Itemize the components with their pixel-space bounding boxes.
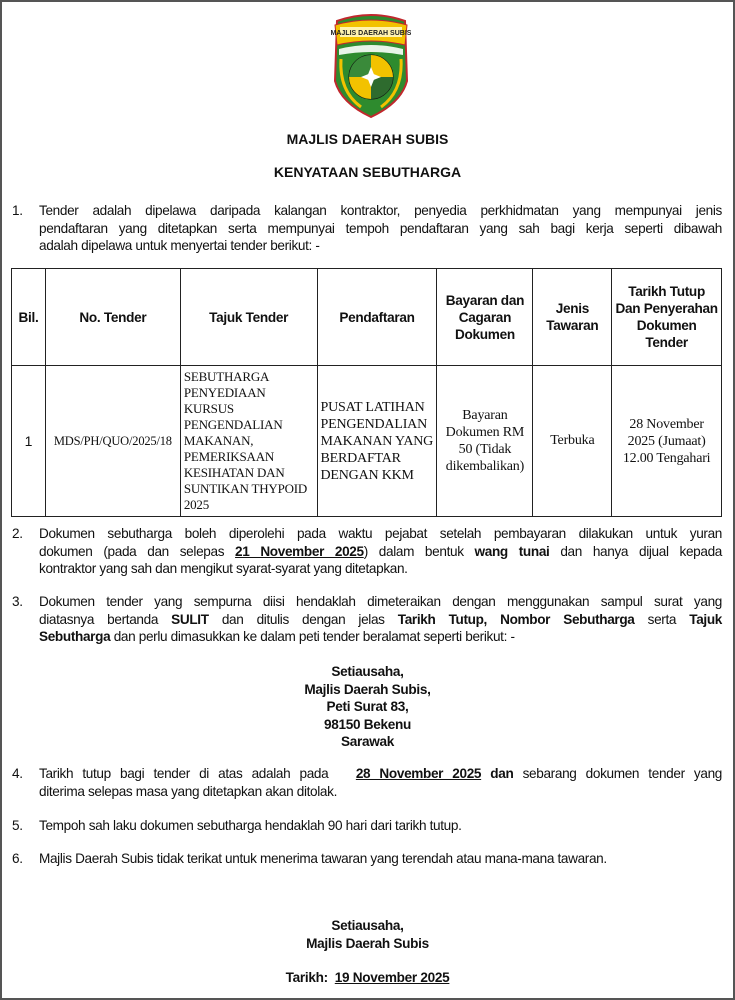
text-segment: Dokumen tender yang sempurna diisi hendaklah dimeteraikan dengan menggunakan sampul surat yang — [39, 594, 722, 609]
paragraph-number: 1. — [12, 203, 23, 218]
signature-block — [0, 917, 735, 987]
paragraph-line — [39, 593, 722, 611]
paragraph-5 — [12, 817, 722, 835]
paragraph-line — [39, 543, 722, 561]
signature-org: Majlis Daerah Subis — [306, 935, 429, 951]
text-segment: dan hanya dijual kepada — [549, 543, 723, 559]
document-title: KENYATAAN SEBUTHARGA — [273, 164, 462, 180]
cell-tajuk-tender: SEBUTHARGA PENYEDIAAN KURSUS PENGENDALIAN MAKANAN, PEMERIKSAAN KESIHATAN DAN SUNTIKAN THYPOID 2025 — [180, 366, 317, 517]
paragraph-number: 6. — [12, 851, 23, 866]
paragraph-line: adalah dipelawa untuk menyertai tender berikut: - — [39, 238, 320, 253]
text-segment: Tarikh tutup bagi tender di atas adalah pada — [39, 766, 356, 781]
cell-bayaran: Bayaran Dokumen RM 50 (Tidak dikembalikan) — [437, 366, 533, 517]
paragraph-number: 4. — [12, 766, 23, 781]
org-heading: MAJLIS DAERAH SUBIS — [286, 131, 449, 147]
cell-no-tender: MDS/PH/QUO/2025/18 — [45, 366, 180, 517]
text-segment: Majlis Daerah Subis tidak terikat untuk menerima tawaran yang terendah atau mana-mana tawaran. — [39, 851, 607, 866]
paragraph-line — [39, 611, 722, 629]
address-block — [0, 663, 735, 751]
header-pendaftaran: Pendaftaran — [317, 269, 437, 366]
text-segment: sebarang dokumen tender yang — [513, 766, 723, 781]
svg-text:MAJLIS DAERAH SUBIS: MAJLIS DAERAH SUBIS — [331, 30, 411, 37]
text-segment: kontraktor yang sah dan mengikut syarat-syarat yang ditetapkan. — [39, 561, 408, 576]
cell-tarikh-tutup: 28 November 2025 (Jumaat) 12.00 Tengahari — [612, 366, 722, 517]
emphasis-text: 28 November 2025 — [355, 766, 482, 781]
tender-table — [11, 268, 722, 517]
text-segment: dan perlu dimasukkan ke dalam peti tender beralamat seperti berikut: - — [110, 629, 515, 644]
paragraph-number: 3. — [12, 594, 23, 609]
paragraph-3 — [12, 593, 722, 646]
emphasis-text: dan — [481, 766, 514, 781]
address-line: Peti Surat 83, — [326, 699, 409, 714]
paragraph-line: Tender adalah dipelawa daripada kalangan kontraktor, penyedia perkhidmatan yang mempunyai jenis — [39, 203, 722, 218]
table-header-row — [12, 269, 722, 366]
table-row — [12, 366, 722, 517]
paragraph-line — [39, 525, 722, 543]
text-segment: dokumen (pada dan selepas — [39, 543, 236, 559]
paragraph-line: pendaftaran yang ditetapkan serta mempunyai tempoh pendaftaran yang sah bagi kerja seperti dibawah — [39, 220, 722, 236]
text-segment: Tempoh sah laku dokumen sebutharga hendaklah 90 hari dari tarikh tutup. — [39, 818, 462, 833]
paragraph-6 — [12, 850, 722, 868]
text-segment: Dokumen sebutharga boleh diperolehi pada waktu pejabat setelah pembayaran dilakukan untuk yuran — [39, 526, 722, 541]
emphasis-text: wang tunai — [474, 543, 550, 559]
text-segment: diterima selepas masa yang ditetapkan akan ditolak. — [39, 783, 338, 799]
paragraph-line — [39, 850, 722, 868]
cell-pendaftaran: PUSAT LATIHAN PENGENDALIAN MAKANAN YANG BERDAFTAR DENGAN KKM — [317, 366, 437, 517]
date-value: 19 November 2025 — [334, 970, 450, 985]
header-no-tender: No. Tender — [45, 269, 180, 366]
cell-bil: 1 — [12, 366, 46, 517]
header-bayaran: Bayaran dan Cagaran Dokumen — [437, 269, 533, 366]
address-line: Majlis Daerah Subis, — [304, 681, 431, 697]
text-segment: ) dalam bentuk — [363, 543, 475, 559]
signature-date — [0, 969, 735, 987]
paragraph-number: 2. — [12, 526, 23, 541]
emphasis-text: Tarikh Tutup, Nombor Sebutharga — [397, 611, 635, 627]
signature-title: Setiausaha, — [331, 918, 404, 933]
majlis-logo — [331, 11, 411, 124]
paragraph-line — [39, 765, 722, 783]
address-line: Sarawak — [340, 734, 395, 749]
emphasis-text: 21 November 2025 — [235, 543, 364, 559]
header-bil: Bil. — [12, 269, 46, 366]
paragraph-line — [39, 628, 722, 646]
text-segment: dan ditulis dengan jelas — [208, 611, 398, 627]
paragraph-1 — [12, 202, 722, 255]
paragraph-4 — [12, 765, 722, 800]
text-segment: serta — [634, 611, 690, 627]
cell-jenis-tawaran: Terbuka — [533, 366, 612, 517]
address-line: Setiausaha, — [331, 664, 404, 679]
paragraph-2 — [12, 525, 722, 578]
date-label: Tarikh: — [285, 970, 328, 985]
header-jenis-tawaran: Jenis Tawaran — [533, 269, 612, 366]
address-line: 98150 Bekenu — [323, 716, 412, 732]
header-tarikh-tutup: Tarikh Tutup Dan Penyerahan Dokumen Tender — [612, 269, 722, 366]
emphasis-text: SULIT — [171, 611, 209, 627]
emphasis-text: Tajuk — [689, 611, 722, 627]
header-tajuk-tender: Tajuk Tender — [180, 269, 317, 366]
paragraph-line — [39, 560, 722, 578]
emphasis-text: Sebutharga — [39, 629, 111, 644]
text-segment: diatasnya bertanda — [39, 611, 172, 627]
paragraph-number: 5. — [12, 818, 23, 833]
paragraph-line — [39, 783, 722, 801]
paragraph-line — [39, 817, 722, 835]
